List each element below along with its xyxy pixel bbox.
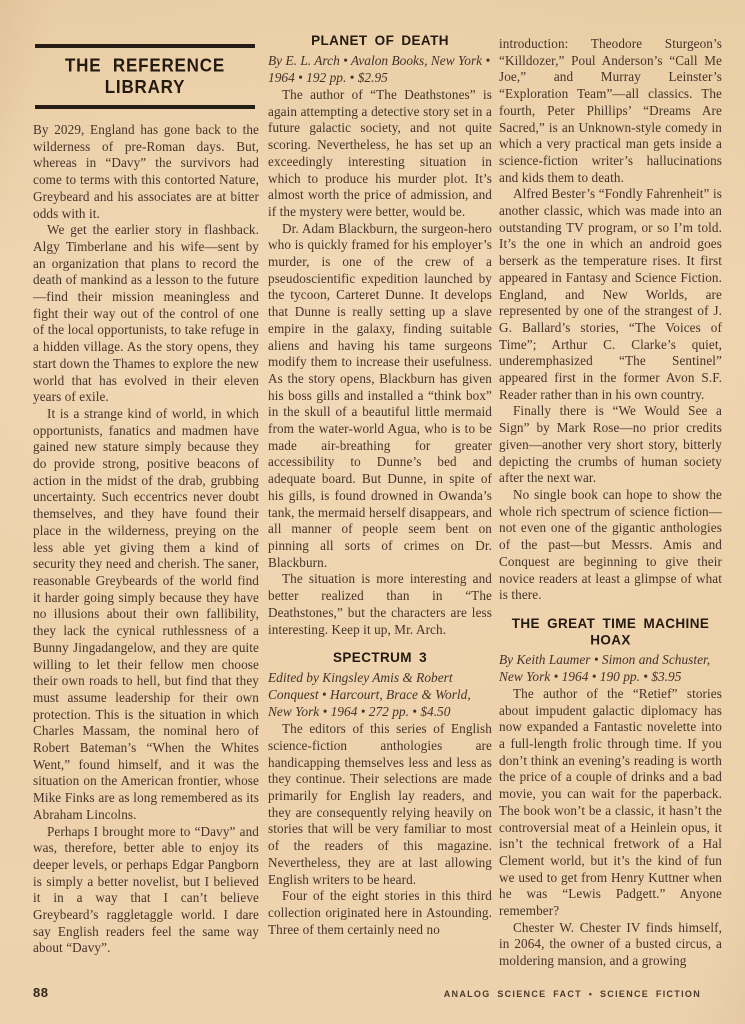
section-title: THE REFERENCE LIBRARY [65, 55, 225, 98]
review-byline: By E. L. Arch • Avalon Books, New York • 1964 • 192 pp. • $2.95 [268, 53, 491, 85]
page-footer [33, 985, 701, 1000]
paragraph: It is a strange kind of world, in which opportunists, fanatics and madmen have gained new stature simply because they do provide strong, positive beacons of action in the midst of the drab, grubbing uncertainty. Such eccentrics never doubt themselves, and they have found their place in the wilderness, preying on the less able yet giving them a kind of security they need and cherish. The saner, reasonable Greybeards of the world find it harder going simply because they have no illusions about their own fallibility, they lack the cynical ruthlessness of a Bunny Jingadangelow, and they are quite willing to let their fellow men choose their own roads to hell, but find that they must assume leadership for their own protection. This is the situation in which Charles Massam, the nominal hero of Robert Bateman’s “When the Whites Went,” found himself, and it was the situation on the American frontier, whose Mike Finks are as long remembered as its Abraham Lincolns. [33, 405, 259, 822]
paragraph: introduction: Theodore Sturgeon’s “Killdozer,” Poul Anderson’s “Call Me Joe,” and Murray Leinster’s “Exploration Team”—all classics. The fourth, Peter Phillips’ “Dreams Are Sacred,” is an Unknown-style comedy in which a very practical man gets inside a science-fiction writer’s hallucinations and kids them to death. [499, 36, 722, 185]
paragraph: Chester W. Chester IV finds himself, in 2064, the owner of a busted circus, a moldering mansion, and a growing [499, 919, 722, 969]
review-title: PLANET OF DEATH [311, 32, 449, 49]
paragraph: Dr. Adam Blackburn, the surgeon-hero who is quickly framed for his employer’s murder, is one of the crew of a pseudoscientific expedition launched by the tycoon, Carteret Dunne. It develops that Dunne is really setting up a slave empire in the galaxy, finding suitable aliens and having his tame surgeons modify them to increase their usefulness. As the story opens, Blackburn has given his boss gills and installed a “think box” in the skull of a beautiful little mermaid from the water-world Agua, who is to be made air-breathing for greater accessibility to Dunne’s bed and adequate board. But Dunne, in spite of his gills, is found drowned in Owanda’s tank, the mermaid herself disappears, and all manner of people seem bent on pinning all sorts of crimes on Dr. Blackburn. [268, 220, 492, 570]
review-byline: Edited by Kingsley Amis & Robert Conquest • Harcourt, Brace & World, New York • 1964 • 272 pp. • $4.50 [268, 670, 471, 720]
paragraph: No single book can hope to show the whole rich spectrum of science fiction—not even one of the gigantic anthologies of the past—but Messrs. Amis and Conquest are beginning to give their novice readers at least a glimpse of what is there. [499, 486, 722, 603]
paragraph: We get the earlier story in flashback. Algy Timberlane and his wife—sent by an organization that plans to record the death of mankind as a lesson to the future—find their mission meaningless and fight their way out of the control of one of the local opportunists, to take refuge in a hidden village. As the story opens, they start down the Thames to explore the new world that has evolved in their eleven years of exile. [33, 222, 259, 405]
section-header-box [35, 44, 255, 109]
left-column [33, 40, 259, 957]
paragraph: Alfred Bester’s “Fondly Fahrenheit” is another classic, which was made into an outstanding TV program, or so I’m told. It’s the one in which an android goes berserk as the temperature rises. It first appeared in Fantasy and Science Fiction. England, and New Worlds, are represented by one of the strangest of J. G. Ballard’s stories, “The Voices of Time”; Arthur C. Clarke’s quiet, underemphasized “The Sentinel” appeared first in the former Avon S.F. Reader rather than in his own country. [499, 186, 722, 402]
middle-column [268, 33, 492, 938]
paragraph: The situation is more interesting and better realized than in “The Deathstones,” but the characters are less interesting. Keep it up, Mr. Arch. [268, 571, 492, 637]
review-title: SPECTRUM 3 [332, 649, 427, 666]
paragraph: The editors of this series of English science-fiction anthologies are handicapping themselves less and less as they continue. Their selections are made primarily for English lay readers, and they are consequently relying heavily on stories that will be very familiar to most of the readers of this magazine. Nevertheless, they are at last allowing English writers to be heard. [268, 721, 492, 887]
paragraph: By 2029, England has gone back to the wilderness of pre-Roman days. But, whereas in “Davy” the survivors had come to terms with this contorted Nature, Greybeard and his associates are at bitter odds with it. [33, 122, 259, 221]
review-title: THE GREAT TIME MACHINE HOAX [511, 615, 710, 648]
paragraph: The author of “The Deathstones” is again attempting a detective story set in a future galactic society, and not quite scoring. Nevertheless, he has set up an exceedingly interesting situation in which to produce his murder plot. It’s almost worth the price of admission, and if the mystery were better, would be. [268, 87, 492, 219]
page-number: 88 [33, 985, 49, 1000]
paragraph: Finally there is “We Would See a Sign” by Mark Rose—no prior credits given—another very short story, bitterly depicting the crumbs of human society after the next war. [499, 403, 722, 486]
footer-magazine-title: ANALOG SCIENCE FACT • SCIENCE FICTION [443, 989, 701, 999]
paragraph: The author of the “Retief” stories about impudent galactic diplomacy has now expanded a Fantastic novelette into a full-length frolic through time. If you don’t think an evening’s reading is worth the price of a couple of drinks and a bad movie, you can wait for the paperback. The book won’t be a classic, it hasn’t the controversial meat of a Heinlein opus, it isn’t the technical fretwork of a Hal Clement world, but it’s the kind of fun we used to get from Henry Kuttner when he was “Lewis Padgett.” Anyone remember? [499, 685, 722, 919]
right-column [499, 36, 722, 970]
review-byline: By Keith Laumer • Simon and Schuster, New York • 1964 • 190 pp. • $3.95 [499, 651, 711, 684]
paragraph: Perhaps I brought more to “Davy” and was, therefore, better able to enjoy its deeper levels, or perhaps Edgar Pangborn is simply a better novelist, but I believed it in a way that I can’t believe Greybeard’s raggletaggle world. I dare say English readers feel the same way about “Davy”. [33, 823, 259, 956]
paragraph: Four of the eight stories in this third collection originated here in Astounding. Three of them certainly need no [268, 888, 492, 937]
